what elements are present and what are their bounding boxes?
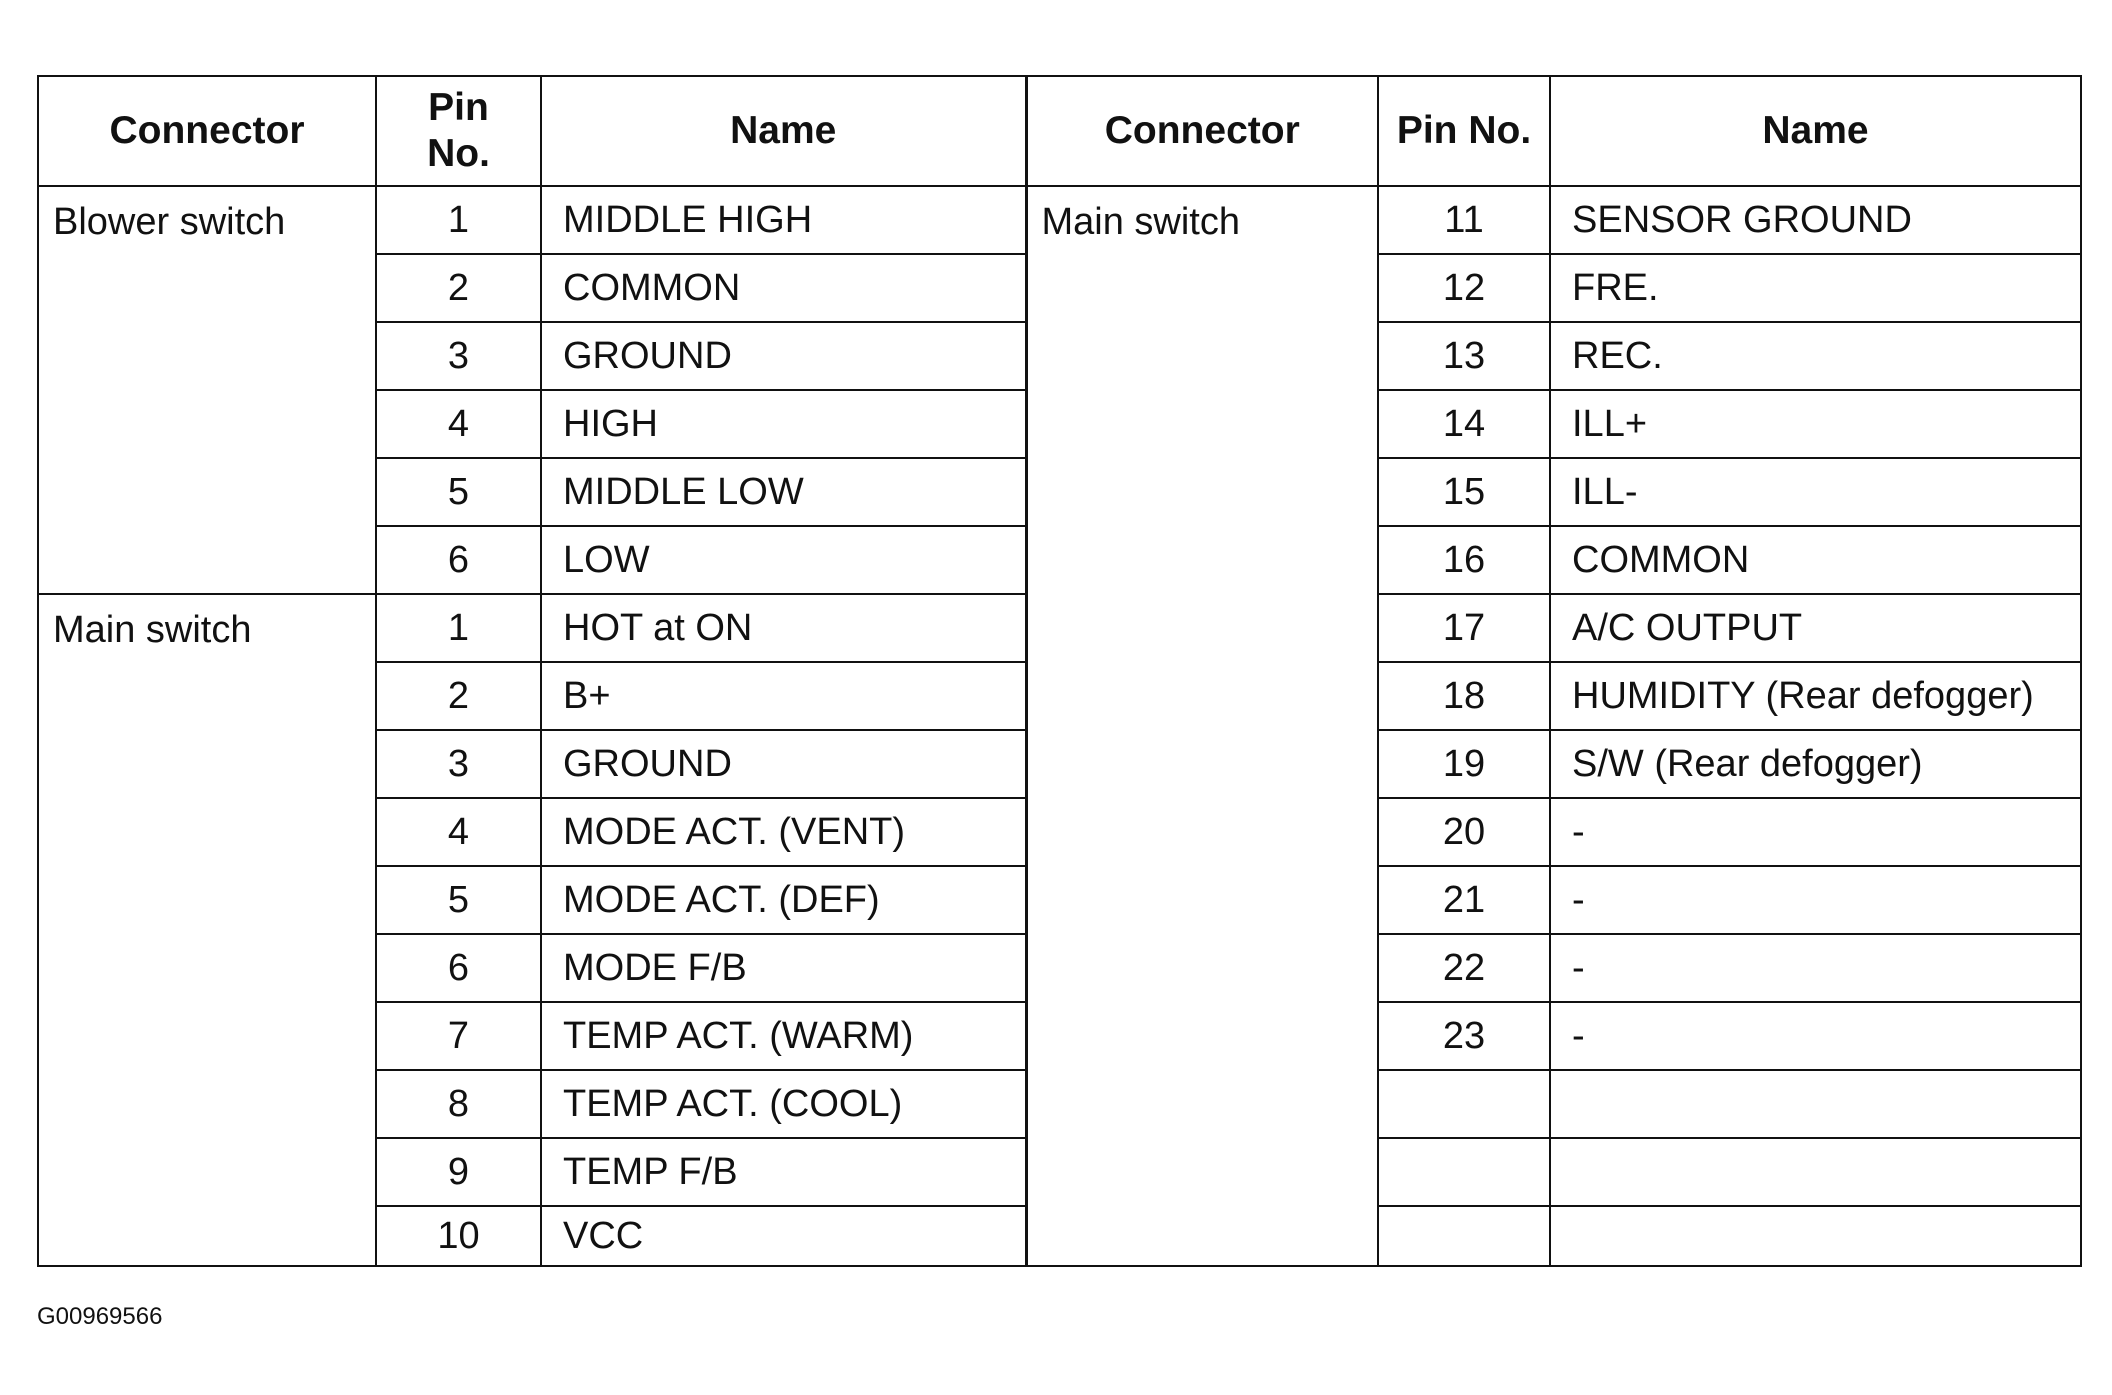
pin-number-cell: 4 xyxy=(376,798,541,866)
pin-name-cell: ILL- xyxy=(1550,458,2081,526)
pin-number-cell: 5 xyxy=(376,458,541,526)
pin-name-cell: GROUND xyxy=(541,730,1026,798)
pin-number-cell: 1 xyxy=(376,594,541,662)
pin-number-cell: 7 xyxy=(376,1002,541,1070)
pin-number-cell xyxy=(1378,1070,1550,1138)
pin-name-cell: LOW xyxy=(541,526,1026,594)
pin-number-cell: 13 xyxy=(1378,322,1550,390)
connector-cell-left: Main switch xyxy=(38,594,376,1266)
pin-name-cell: MODE ACT. (VENT) xyxy=(541,798,1026,866)
header-connector-left: Connector xyxy=(38,76,376,186)
header-pin-left xyxy=(376,76,541,186)
pin-number-cell: 14 xyxy=(1378,390,1550,458)
pin-name-cell: GROUND xyxy=(541,322,1026,390)
pin-name-cell: FRE. xyxy=(1550,254,2081,322)
figure-id: G00969566 xyxy=(37,1303,163,1330)
pin-name-cell: MIDDLE LOW xyxy=(541,458,1026,526)
pin-number-cell: 2 xyxy=(376,662,541,730)
pin-name-cell: COMMON xyxy=(541,254,1026,322)
pin-name-cell: MODE ACT. (DEF) xyxy=(541,866,1026,934)
pin-number-cell: 3 xyxy=(376,730,541,798)
header-name-right: Name xyxy=(1550,76,2081,186)
pin-name-cell: - xyxy=(1550,934,2081,1002)
pin-name-cell: ILL+ xyxy=(1550,390,2081,458)
pin-name-cell: SENSOR GROUND xyxy=(1550,186,2081,254)
header-pin-left-label: Pin No. xyxy=(427,86,490,175)
pin-number-cell: 23 xyxy=(1378,1002,1550,1070)
pin-name-cell: TEMP ACT. (WARM) xyxy=(541,1002,1026,1070)
pin-number-cell: 17 xyxy=(1378,594,1550,662)
pin-name-cell: HOT at ON xyxy=(541,594,1026,662)
pin-number-cell: 18 xyxy=(1378,662,1550,730)
pin-name-cell xyxy=(1550,1206,2081,1266)
pin-number-cell: 6 xyxy=(376,526,541,594)
pin-number-cell: 21 xyxy=(1378,866,1550,934)
pin-number-cell: 9 xyxy=(376,1138,541,1206)
header-pin-right: Pin No. xyxy=(1378,76,1550,186)
pin-number-cell: 12 xyxy=(1378,254,1550,322)
pin-name-cell xyxy=(1550,1138,2081,1206)
pin-number-cell: 8 xyxy=(376,1070,541,1138)
pin-name-cell: HIGH xyxy=(541,390,1026,458)
pin-name-cell: B+ xyxy=(541,662,1026,730)
pin-number-cell: 4 xyxy=(376,390,541,458)
pin-name-cell xyxy=(1550,1070,2081,1138)
pin-name-cell: VCC xyxy=(541,1206,1026,1266)
connector-cell-left: Blower switch xyxy=(38,186,376,594)
pin-number-cell xyxy=(1378,1206,1550,1266)
header-name-left: Name xyxy=(541,76,1026,186)
pin-name-cell: S/W (Rear defogger) xyxy=(1550,730,2081,798)
pin-number-cell: 10 xyxy=(376,1206,541,1266)
table-row xyxy=(38,186,2081,254)
pin-number-cell: 22 xyxy=(1378,934,1550,1002)
pin-name-cell: COMMON xyxy=(1550,526,2081,594)
pin-number-cell: 11 xyxy=(1378,186,1550,254)
pin-name-cell: MODE F/B xyxy=(541,934,1026,1002)
pin-number-cell: 19 xyxy=(1378,730,1550,798)
header-connector-right: Connector xyxy=(1026,76,1378,186)
pin-number-cell: 2 xyxy=(376,254,541,322)
pin-name-cell: TEMP ACT. (COOL) xyxy=(541,1070,1026,1138)
header-row xyxy=(38,76,2081,186)
pin-number-cell: 20 xyxy=(1378,798,1550,866)
pin-number-cell: 6 xyxy=(376,934,541,1002)
connector-pin-table xyxy=(37,75,2082,1267)
pin-number-cell: 1 xyxy=(376,186,541,254)
pin-name-cell: - xyxy=(1550,866,2081,934)
pin-name-cell: HUMIDITY (Rear defogger) xyxy=(1550,662,2081,730)
pin-number-cell: 3 xyxy=(376,322,541,390)
pin-number-cell: 16 xyxy=(1378,526,1550,594)
pin-name-cell: - xyxy=(1550,1002,2081,1070)
pin-number-cell xyxy=(1378,1138,1550,1206)
pin-name-cell: A/C OUTPUT xyxy=(1550,594,2081,662)
pin-name-cell: REC. xyxy=(1550,322,2081,390)
table-body xyxy=(38,186,2081,1266)
pin-name-cell: TEMP F/B xyxy=(541,1138,1026,1206)
connector-cell-right: Main switch xyxy=(1026,186,1378,1266)
pin-number-cell: 5 xyxy=(376,866,541,934)
pin-number-cell: 15 xyxy=(1378,458,1550,526)
pin-name-cell: MIDDLE HIGH xyxy=(541,186,1026,254)
pin-name-cell: - xyxy=(1550,798,2081,866)
